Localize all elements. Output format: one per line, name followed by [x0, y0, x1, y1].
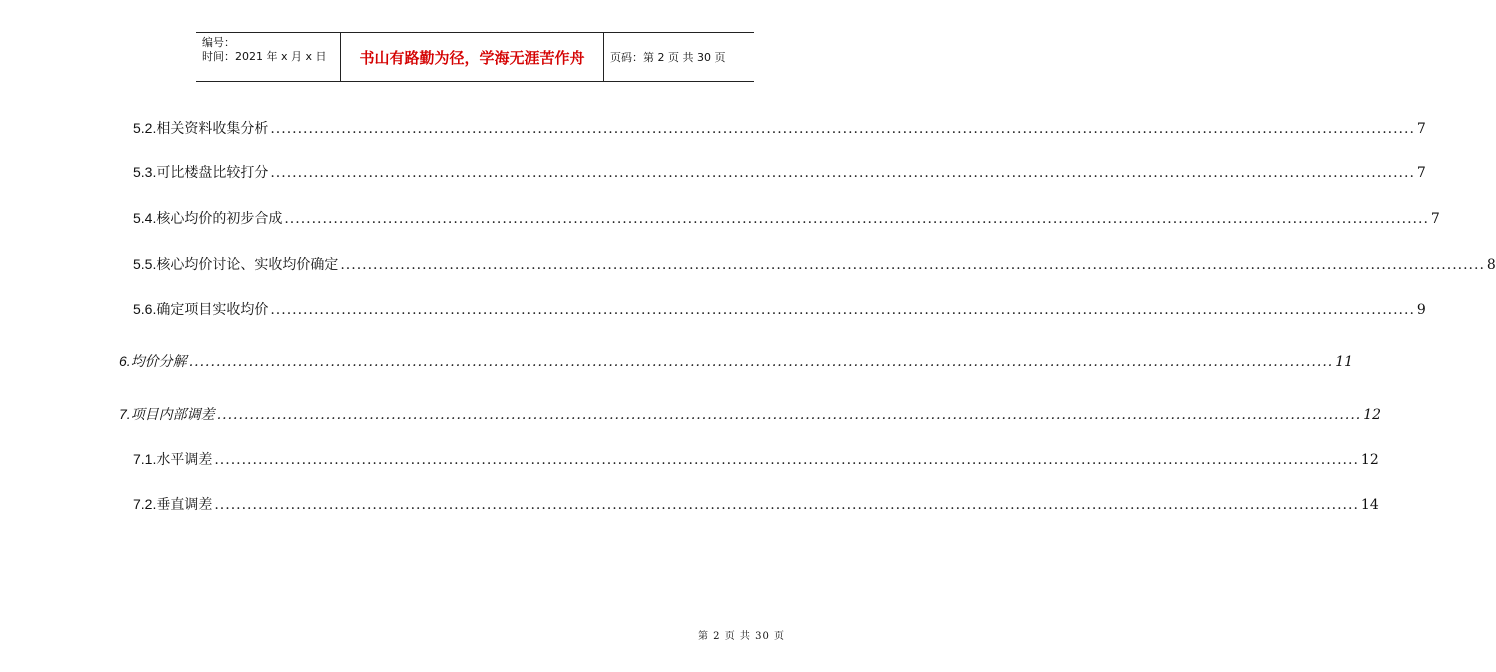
- toc-entry[interactable]: [119, 351, 1354, 371]
- toc-title: 项目内部调差: [130, 407, 215, 423]
- toc-title: 垂直调差: [156, 497, 213, 513]
- header-id-label: 编号：: [202, 36, 235, 49]
- toc-leader-dots: ..................................................................................................................................................................................................................: [270, 165, 1415, 181]
- toc-page: 8: [1486, 257, 1496, 273]
- toc-title: 可比楼盘比较打分: [156, 165, 269, 181]
- toc-leader-dots: ..................................................................................................................................................................................................................: [188, 354, 1334, 370]
- toc-title: 核心均价的初步合成: [156, 211, 283, 227]
- toc-title: 相关资料收集分析: [156, 121, 269, 137]
- toc-title: 水平调差: [156, 452, 213, 468]
- toc-entry[interactable]: [133, 208, 1440, 228]
- page-footer: 第 2 页 共 30 页: [698, 631, 785, 642]
- toc-entry[interactable]: [133, 254, 1496, 274]
- page-header: [196, 32, 754, 82]
- toc-page: 7: [1416, 121, 1426, 137]
- toc-leader-dots: ..................................................................................................................................................................................................................: [270, 121, 1415, 137]
- toc-leader-dots: ..................................................................................................................................................................................................................: [214, 452, 1359, 468]
- toc-leader-dots: ..................................................................................................................................................................................................................: [270, 302, 1415, 318]
- toc-title: 均价分解: [130, 354, 187, 370]
- toc-number: 5.5.: [133, 256, 157, 272]
- toc-leader-dots: ..................................................................................................................................................................................................................: [284, 211, 1429, 227]
- toc-entry[interactable]: [119, 404, 1382, 424]
- header-page-info: 页码：第 2 页 共 30 页: [610, 51, 726, 64]
- header-motto: 书山有路勤为径，学海无涯苦作舟: [340, 33, 604, 81]
- toc-page: 12: [1363, 407, 1382, 423]
- toc-number: 5.4.: [133, 210, 157, 226]
- toc-entry[interactable]: [133, 494, 1379, 514]
- toc-number: 7.2.: [133, 496, 157, 512]
- toc-entry[interactable]: [133, 162, 1426, 182]
- toc-title: 核心均价讨论、实收均价确定: [156, 257, 339, 273]
- header-date-label: 时间：2021 年 x 月 x 日: [202, 50, 327, 63]
- toc-leader-dots: ..................................................................................................................................................................................................................: [214, 497, 1359, 513]
- toc-leader-dots: ..................................................................................................................................................................................................................: [340, 257, 1485, 273]
- toc-number: 5.2.: [133, 120, 157, 136]
- toc-entry[interactable]: [133, 449, 1379, 469]
- toc-page: 14: [1360, 497, 1379, 513]
- toc-page: 7: [1416, 165, 1426, 181]
- toc-page: 11: [1335, 354, 1354, 370]
- toc-title: 确定项目实收均价: [156, 302, 269, 318]
- toc-number: 7.: [119, 406, 131, 422]
- toc-page: 12: [1360, 452, 1379, 468]
- toc-leader-dots: ..................................................................................................................................................................................................................: [216, 407, 1362, 423]
- toc-page: 7: [1430, 211, 1440, 227]
- toc-number: 5.3.: [133, 164, 157, 180]
- toc-page: 9: [1416, 302, 1426, 318]
- toc-number: 6.: [119, 353, 131, 369]
- toc-entry[interactable]: [133, 118, 1426, 138]
- toc-number: 5.6.: [133, 301, 157, 317]
- header-meta: [202, 36, 327, 64]
- toc-entry[interactable]: [133, 299, 1426, 319]
- toc-number: 7.1.: [133, 451, 157, 467]
